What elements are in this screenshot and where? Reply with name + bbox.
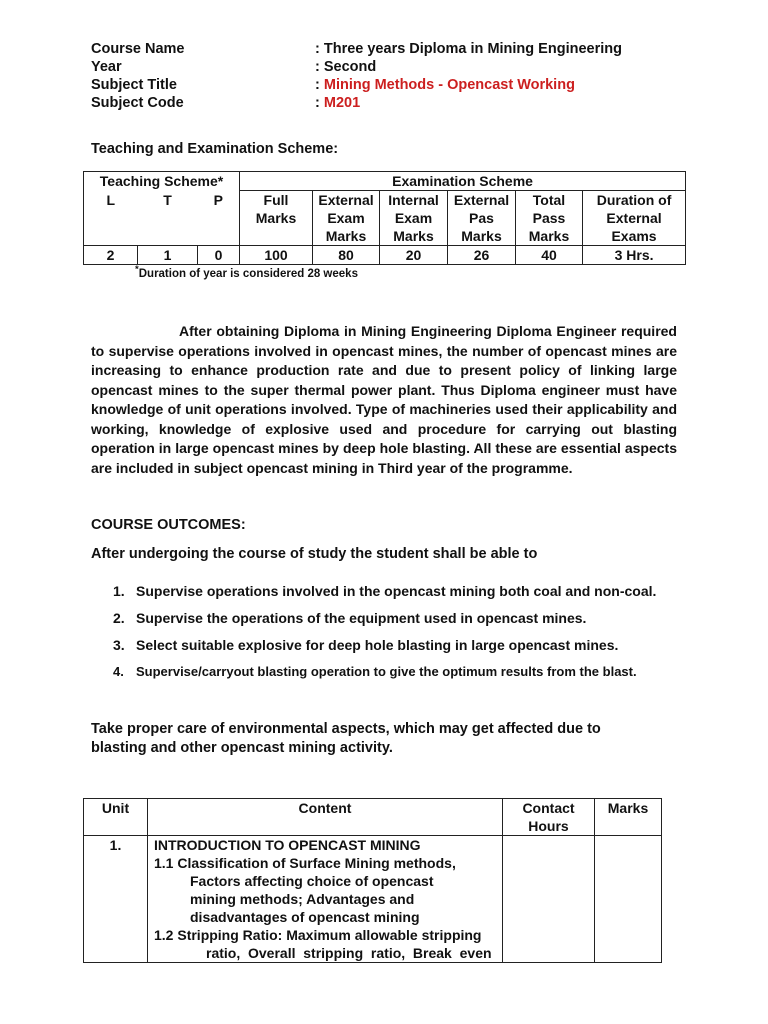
- contact-hours-header-l1: Contact: [522, 800, 575, 816]
- unit-header: Unit: [84, 799, 148, 836]
- footnote-text: Duration of year is considered 28 weeks: [138, 267, 358, 280]
- outcome-item: [91, 583, 691, 610]
- outcome-text: Supervise operations involved in the opencast mining both coal and non-coal.: [136, 583, 657, 599]
- col-total-pass-l2: Pass: [532, 210, 566, 226]
- col-total-pass-l3: Marks: [528, 228, 570, 244]
- unit-contact-hours: [503, 836, 595, 963]
- outcome-text: Supervise/carryout blasting operation to give the optimum results from the blast.: [136, 664, 637, 679]
- subject-code-value-wrap: [315, 94, 360, 112]
- col-full-marks-l1: Full: [263, 192, 289, 208]
- course-outcomes-intro: After undergoing the course of study the student shall be able to: [91, 546, 538, 562]
- col-external-exam-l1: External: [318, 192, 374, 208]
- value-l: 2: [84, 246, 138, 265]
- col-full-marks-l2: Marks: [255, 210, 297, 226]
- course-name-label: Course Name: [91, 41, 185, 57]
- outcome-number: 3.: [113, 637, 125, 653]
- exam-scheme-header: Examination Scheme: [240, 172, 686, 191]
- col-duration-l1: Duration of: [596, 192, 672, 208]
- value-t: 1: [138, 246, 198, 265]
- scheme-footnote: [135, 264, 358, 280]
- scheme-column-row: [84, 191, 686, 246]
- col-internal-exam-l1: Internal: [388, 192, 439, 208]
- outcome-item: [91, 610, 691, 637]
- value-internal-exam: 20: [380, 246, 448, 265]
- col-total-pass: [516, 191, 583, 246]
- col-l: L: [84, 191, 138, 246]
- unit-content: [148, 836, 503, 963]
- subject-code-label: Subject Code: [91, 95, 184, 111]
- col-duration-l3: Exams: [611, 228, 657, 244]
- content-line: 1.1 Classification of Surface Mining methods,: [154, 855, 456, 871]
- outcome-item: [91, 664, 691, 691]
- col-t: T: [138, 191, 198, 246]
- col-internal-exam-l2: Exam: [394, 210, 433, 226]
- col-external-exam-l2: Exam: [327, 210, 365, 226]
- course-outcomes-title: COURSE OUTCOMES:: [91, 517, 246, 533]
- col-duration: [583, 191, 686, 246]
- value-external-exam: 80: [313, 246, 380, 265]
- subject-code-row: [91, 94, 691, 112]
- col-external-exam: [313, 191, 380, 246]
- course-name-row: [91, 40, 691, 58]
- col-external-pass-l3: Marks: [461, 228, 502, 244]
- content-header: Content: [148, 799, 503, 836]
- course-outcomes-list: [91, 583, 691, 691]
- content-row-unit-1: [84, 836, 662, 963]
- teaching-scheme-header: Teaching Scheme*: [84, 172, 240, 191]
- contact-hours-header: [503, 799, 595, 836]
- course-name-value: : Three years Diploma in Mining Engineering: [315, 41, 622, 57]
- col-external-pass-l2: Pas: [469, 210, 494, 226]
- content-header-row: [84, 799, 662, 836]
- value-duration: 3 Hrs.: [583, 246, 686, 265]
- unit-title: INTRODUCTION TO OPENCAST MINING: [154, 837, 421, 853]
- outcome-item: [91, 637, 691, 664]
- subject-code-prefix: :: [315, 95, 324, 111]
- subject-code-value: M201: [323, 95, 361, 111]
- col-internal-exam-l3: Marks: [393, 228, 434, 244]
- value-full-marks: 100: [240, 246, 313, 265]
- contact-hours-header-l2: Hours: [528, 818, 569, 834]
- col-p: P: [198, 191, 240, 246]
- col-external-exam-l3: Marks: [325, 228, 367, 244]
- col-internal-exam: [380, 191, 448, 246]
- scheme-title: Teaching and Examination Scheme:: [91, 141, 339, 157]
- marks-header: Marks: [595, 799, 662, 836]
- col-full-marks: [240, 191, 313, 246]
- outcome-number: 1.: [113, 583, 125, 599]
- intro-paragraph: After obtaining Diploma in Mining Engineering Diploma Engineer required to supervise operations involved in opencast mines, the number of opencast mines are increasing to enhance production rate and due to present policy of linking large opencast mines to the super thermal power plant. Thus Diploma engineer must have knowledge of unit operations involved. Type of machineries used their applicability and working, knowledge of explosive used and procedure for carrying out blasting operation in large opencast mines by deep hole blasting. All these are essential aspects are included in subject opencast mining in Third year of the programme.: [91, 323, 677, 476]
- intro-paragraph-block: [91, 322, 677, 478]
- outcome-number: 2.: [113, 610, 125, 626]
- scheme-value-row: [84, 246, 686, 265]
- col-duration-l2: External: [606, 210, 662, 226]
- content-line: ratio, Overall stripping ratio, Break even: [206, 945, 492, 961]
- year-value: : Second: [315, 59, 377, 75]
- footnote-mark: *: [135, 264, 139, 275]
- content-line: disadvantages of opencast mining: [190, 909, 420, 925]
- outcome-text: Select suitable explosive for deep hole blasting in large opencast mines.: [136, 637, 619, 653]
- col-external-pass: [448, 191, 516, 246]
- environment-note: Take proper care of environmental aspects, which may get affected due to blasting and other opencast mining activity.: [91, 721, 601, 756]
- outcome-text: Supervise the operations of the equipment used in opencast mines.: [136, 610, 587, 626]
- course-header: [91, 40, 691, 112]
- content-line: Factors affecting choice of opencast: [190, 873, 434, 889]
- value-external-pass: 26: [448, 246, 516, 265]
- unit-number: 1.: [84, 836, 148, 963]
- subject-title-value: Mining Methods - Opencast Working: [323, 77, 575, 93]
- subject-title-prefix: :: [315, 77, 324, 93]
- value-total-pass: 40: [516, 246, 583, 265]
- content-line: 1.2 Stripping Ratio: Maximum allowable stripping: [154, 927, 482, 943]
- col-external-pass-l1: External: [453, 192, 510, 208]
- year-label: Year: [91, 59, 122, 75]
- value-p: 0: [198, 246, 240, 265]
- content-line: mining methods; Advantages and: [190, 891, 415, 907]
- content-table: [83, 798, 662, 963]
- subject-title-value-wrap: [315, 76, 575, 94]
- subject-title-row: [91, 76, 691, 94]
- scheme-table: [83, 171, 686, 265]
- year-row: [91, 58, 691, 76]
- col-total-pass-l1: Total: [532, 192, 566, 208]
- scheme-header-row: [84, 172, 686, 191]
- outcome-number: 4.: [113, 664, 124, 679]
- subject-title-label: Subject Title: [91, 77, 177, 93]
- unit-marks: [595, 836, 662, 963]
